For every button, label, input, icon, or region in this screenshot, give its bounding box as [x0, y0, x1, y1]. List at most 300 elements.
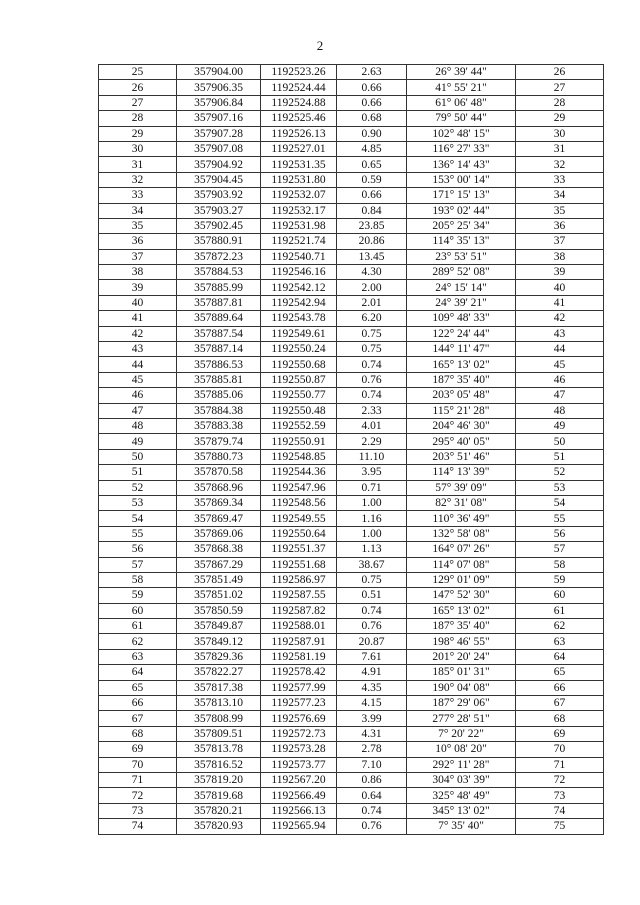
- table-row: [99, 480, 604, 495]
- distance-cell: 0.84: [337, 203, 407, 218]
- next-point-number-cell: 71: [516, 757, 604, 772]
- point-number-cell: 65: [99, 680, 177, 695]
- table-row: [99, 495, 604, 510]
- point-number-cell: 71: [99, 772, 177, 787]
- x-coordinate-cell: 357880.91: [177, 234, 261, 249]
- point-number-cell: 67: [99, 711, 177, 726]
- x-coordinate-cell: 357813.78: [177, 742, 261, 757]
- table-row: [99, 772, 604, 787]
- bearing-cell: 114° 35' 13": [407, 234, 516, 249]
- point-number-cell: 30: [99, 141, 177, 156]
- next-point-number-cell: 29: [516, 111, 604, 126]
- x-coordinate-cell: 357867.29: [177, 557, 261, 572]
- next-point-number-cell: 26: [516, 65, 604, 80]
- y-coordinate-cell: 1192550.91: [261, 434, 337, 449]
- bearing-cell: 147° 52' 30": [407, 588, 516, 603]
- distance-cell: 0.64: [337, 788, 407, 803]
- next-point-number-cell: 65: [516, 665, 604, 680]
- y-coordinate-cell: 1192586.97: [261, 572, 337, 587]
- table-row: [99, 280, 604, 295]
- distance-cell: 0.74: [337, 603, 407, 618]
- y-coordinate-cell: 1192566.49: [261, 788, 337, 803]
- y-coordinate-cell: 1192531.98: [261, 218, 337, 233]
- distance-cell: 1.13: [337, 542, 407, 557]
- y-coordinate-cell: 1192543.78: [261, 311, 337, 326]
- next-point-number-cell: 64: [516, 649, 604, 664]
- x-coordinate-cell: 357820.21: [177, 803, 261, 818]
- x-coordinate-cell: 357904.92: [177, 157, 261, 172]
- next-point-number-cell: 58: [516, 557, 604, 572]
- point-number-cell: 34: [99, 203, 177, 218]
- next-point-number-cell: 28: [516, 95, 604, 110]
- table-row: [99, 403, 604, 418]
- bearing-cell: 289° 52' 08": [407, 265, 516, 280]
- x-coordinate-cell: 357850.59: [177, 603, 261, 618]
- point-number-cell: 36: [99, 234, 177, 249]
- next-point-number-cell: 74: [516, 803, 604, 818]
- table-row: [99, 326, 604, 341]
- y-coordinate-cell: 1192550.48: [261, 403, 337, 418]
- point-number-cell: 68: [99, 726, 177, 741]
- y-coordinate-cell: 1192578.42: [261, 665, 337, 680]
- y-coordinate-cell: 1192587.91: [261, 634, 337, 649]
- y-coordinate-cell: 1192531.80: [261, 172, 337, 187]
- x-coordinate-cell: 357887.81: [177, 295, 261, 310]
- table-row: [99, 696, 604, 711]
- x-coordinate-cell: 357884.53: [177, 265, 261, 280]
- bearing-cell: 190° 04' 08": [407, 680, 516, 695]
- distance-cell: 0.59: [337, 172, 407, 187]
- table-row: [99, 295, 604, 310]
- distance-cell: 23.85: [337, 218, 407, 233]
- x-coordinate-cell: 357822.27: [177, 665, 261, 680]
- distance-cell: 0.74: [337, 388, 407, 403]
- x-coordinate-cell: 357869.47: [177, 511, 261, 526]
- point-number-cell: 25: [99, 65, 177, 80]
- table-row: [99, 65, 604, 80]
- point-number-cell: 33: [99, 188, 177, 203]
- table-row: [99, 111, 604, 126]
- x-coordinate-cell: 357904.00: [177, 65, 261, 80]
- y-coordinate-cell: 1192527.01: [261, 141, 337, 156]
- point-number-cell: 48: [99, 418, 177, 433]
- table-row: [99, 203, 604, 218]
- table-row: [99, 218, 604, 233]
- point-number-cell: 58: [99, 572, 177, 587]
- bearing-cell: 164° 07' 26": [407, 542, 516, 557]
- distance-cell: 20.87: [337, 634, 407, 649]
- y-coordinate-cell: 1192552.59: [261, 418, 337, 433]
- x-coordinate-cell: 357869.34: [177, 495, 261, 510]
- bearing-cell: 201° 20' 24": [407, 649, 516, 664]
- x-coordinate-cell: 357809.51: [177, 726, 261, 741]
- y-coordinate-cell: 1192531.35: [261, 157, 337, 172]
- next-point-number-cell: 62: [516, 619, 604, 634]
- bearing-cell: 79° 50' 44": [407, 111, 516, 126]
- point-number-cell: 66: [99, 696, 177, 711]
- y-coordinate-cell: 1192532.07: [261, 188, 337, 203]
- y-coordinate-cell: 1192551.37: [261, 542, 337, 557]
- point-number-cell: 50: [99, 449, 177, 464]
- next-point-number-cell: 41: [516, 295, 604, 310]
- next-point-number-cell: 53: [516, 480, 604, 495]
- next-point-number-cell: 73: [516, 788, 604, 803]
- y-coordinate-cell: 1192526.13: [261, 126, 337, 141]
- y-coordinate-cell: 1192524.88: [261, 95, 337, 110]
- next-point-number-cell: 42: [516, 311, 604, 326]
- bearing-cell: 24° 39' 21": [407, 295, 516, 310]
- bearing-cell: 115° 21' 28": [407, 403, 516, 418]
- x-coordinate-cell: 357808.99: [177, 711, 261, 726]
- x-coordinate-cell: 357883.38: [177, 418, 261, 433]
- bearing-cell: 109° 48' 33": [407, 311, 516, 326]
- bearing-cell: 345° 13' 02": [407, 803, 516, 818]
- point-number-cell: 28: [99, 111, 177, 126]
- y-coordinate-cell: 1192577.23: [261, 696, 337, 711]
- x-coordinate-cell: 357849.87: [177, 619, 261, 634]
- point-number-cell: 54: [99, 511, 177, 526]
- distance-cell: 0.75: [337, 342, 407, 357]
- point-number-cell: 61: [99, 619, 177, 634]
- table-row: [99, 711, 604, 726]
- bearing-cell: 7° 35' 40": [407, 819, 516, 834]
- distance-cell: 4.35: [337, 680, 407, 695]
- point-number-cell: 74: [99, 819, 177, 834]
- table-row: [99, 249, 604, 264]
- y-coordinate-cell: 1192573.77: [261, 757, 337, 772]
- bearing-cell: 82° 31' 08": [407, 495, 516, 510]
- y-coordinate-cell: 1192577.99: [261, 680, 337, 695]
- bearing-cell: 153° 00' 14": [407, 172, 516, 187]
- point-number-cell: 73: [99, 803, 177, 818]
- distance-cell: 0.66: [337, 95, 407, 110]
- next-point-number-cell: 75: [516, 819, 604, 834]
- distance-cell: 2.29: [337, 434, 407, 449]
- next-point-number-cell: 56: [516, 526, 604, 541]
- bearing-cell: 325° 48' 49": [407, 788, 516, 803]
- y-coordinate-cell: 1192550.64: [261, 526, 337, 541]
- distance-cell: 2.63: [337, 65, 407, 80]
- next-point-number-cell: 30: [516, 126, 604, 141]
- point-number-cell: 43: [99, 342, 177, 357]
- distance-cell: 0.74: [337, 357, 407, 372]
- distance-cell: 0.76: [337, 619, 407, 634]
- y-coordinate-cell: 1192550.87: [261, 372, 337, 387]
- point-number-cell: 59: [99, 588, 177, 603]
- next-point-number-cell: 40: [516, 280, 604, 295]
- table-row: [99, 418, 604, 433]
- x-coordinate-cell: 357887.54: [177, 326, 261, 341]
- x-coordinate-cell: 357851.49: [177, 572, 261, 587]
- bearing-cell: 304° 03' 39": [407, 772, 516, 787]
- bearing-cell: 57° 39' 09": [407, 480, 516, 495]
- next-point-number-cell: 70: [516, 742, 604, 757]
- table-row: [99, 726, 604, 741]
- table-row: [99, 372, 604, 387]
- bearing-cell: 110° 36' 49": [407, 511, 516, 526]
- next-point-number-cell: 59: [516, 572, 604, 587]
- next-point-number-cell: 44: [516, 342, 604, 357]
- x-coordinate-cell: 357868.96: [177, 480, 261, 495]
- next-point-number-cell: 66: [516, 680, 604, 695]
- y-coordinate-cell: 1192523.26: [261, 65, 337, 80]
- x-coordinate-cell: 357902.45: [177, 218, 261, 233]
- bearing-cell: 136° 14' 43": [407, 157, 516, 172]
- next-point-number-cell: 35: [516, 203, 604, 218]
- y-coordinate-cell: 1192588.01: [261, 619, 337, 634]
- y-coordinate-cell: 1192567.20: [261, 772, 337, 787]
- next-point-number-cell: 36: [516, 218, 604, 233]
- distance-cell: 0.76: [337, 372, 407, 387]
- y-coordinate-cell: 1192546.16: [261, 265, 337, 280]
- point-number-cell: 45: [99, 372, 177, 387]
- x-coordinate-cell: 357903.27: [177, 203, 261, 218]
- y-coordinate-cell: 1192521.74: [261, 234, 337, 249]
- next-point-number-cell: 54: [516, 495, 604, 510]
- distance-cell: 0.75: [337, 326, 407, 341]
- table-row: [99, 742, 604, 757]
- y-coordinate-cell: 1192587.55: [261, 588, 337, 603]
- y-coordinate-cell: 1192550.68: [261, 357, 337, 372]
- distance-cell: 3.99: [337, 711, 407, 726]
- distance-cell: 0.90: [337, 126, 407, 141]
- bearing-cell: 122° 24' 44": [407, 326, 516, 341]
- point-number-cell: 60: [99, 603, 177, 618]
- bearing-cell: 203° 51' 46": [407, 449, 516, 464]
- next-point-number-cell: 68: [516, 711, 604, 726]
- x-coordinate-cell: 357869.06: [177, 526, 261, 541]
- y-coordinate-cell: 1192551.68: [261, 557, 337, 572]
- bearing-cell: 26° 39' 44": [407, 65, 516, 80]
- y-coordinate-cell: 1192548.85: [261, 449, 337, 464]
- next-point-number-cell: 60: [516, 588, 604, 603]
- x-coordinate-cell: 357903.92: [177, 188, 261, 203]
- distance-cell: 4.91: [337, 665, 407, 680]
- point-number-cell: 32: [99, 172, 177, 187]
- next-point-number-cell: 67: [516, 696, 604, 711]
- table-row: [99, 803, 604, 818]
- x-coordinate-cell: 357907.28: [177, 126, 261, 141]
- x-coordinate-cell: 357906.35: [177, 80, 261, 95]
- distance-cell: 7.10: [337, 757, 407, 772]
- x-coordinate-cell: 357868.38: [177, 542, 261, 557]
- point-number-cell: 46: [99, 388, 177, 403]
- next-point-number-cell: 31: [516, 141, 604, 156]
- point-number-cell: 69: [99, 742, 177, 757]
- x-coordinate-cell: 357849.12: [177, 634, 261, 649]
- y-coordinate-cell: 1192587.82: [261, 603, 337, 618]
- distance-cell: 1.16: [337, 511, 407, 526]
- bearing-cell: 203° 05' 48": [407, 388, 516, 403]
- table-row: [99, 465, 604, 480]
- point-number-cell: 47: [99, 403, 177, 418]
- next-point-number-cell: 47: [516, 388, 604, 403]
- point-number-cell: 44: [99, 357, 177, 372]
- table-row: [99, 188, 604, 203]
- distance-cell: 2.33: [337, 403, 407, 418]
- bearing-cell: 114° 13' 39": [407, 465, 516, 480]
- next-point-number-cell: 46: [516, 372, 604, 387]
- x-coordinate-cell: 357820.93: [177, 819, 261, 834]
- distance-cell: 13.45: [337, 249, 407, 264]
- table-row: [99, 141, 604, 156]
- table-row: [99, 172, 604, 187]
- point-number-cell: 35: [99, 218, 177, 233]
- y-coordinate-cell: 1192532.17: [261, 203, 337, 218]
- bearing-cell: 165° 13' 02": [407, 603, 516, 618]
- table-row: [99, 95, 604, 110]
- next-point-number-cell: 33: [516, 172, 604, 187]
- page-number: 2: [316, 38, 324, 53]
- y-coordinate-cell: 1192566.13: [261, 803, 337, 818]
- point-number-cell: 49: [99, 434, 177, 449]
- bearing-cell: 23° 53' 51": [407, 249, 516, 264]
- y-coordinate-cell: 1192548.56: [261, 495, 337, 510]
- bearing-cell: 205° 25' 34": [407, 218, 516, 233]
- next-point-number-cell: 45: [516, 357, 604, 372]
- distance-cell: 11.10: [337, 449, 407, 464]
- table-row: [99, 665, 604, 680]
- distance-cell: 4.31: [337, 726, 407, 741]
- bearing-cell: 295° 40' 05": [407, 434, 516, 449]
- y-coordinate-cell: 1192542.12: [261, 280, 337, 295]
- bearing-cell: 187° 35' 40": [407, 372, 516, 387]
- x-coordinate-cell: 357907.16: [177, 111, 261, 126]
- next-point-number-cell: 51: [516, 449, 604, 464]
- next-point-number-cell: 69: [516, 726, 604, 741]
- x-coordinate-cell: 357885.06: [177, 388, 261, 403]
- y-coordinate-cell: 1192573.28: [261, 742, 337, 757]
- distance-cell: 0.68: [337, 111, 407, 126]
- point-number-cell: 40: [99, 295, 177, 310]
- bearing-cell: 187° 29' 06": [407, 696, 516, 711]
- table-row: [99, 757, 604, 772]
- distance-cell: 0.66: [337, 80, 407, 95]
- bearing-cell: 187° 35' 40": [407, 619, 516, 634]
- x-coordinate-cell: 357907.08: [177, 141, 261, 156]
- x-coordinate-cell: 357816.52: [177, 757, 261, 772]
- point-number-cell: 55: [99, 526, 177, 541]
- y-coordinate-cell: 1192550.77: [261, 388, 337, 403]
- next-point-number-cell: 38: [516, 249, 604, 264]
- distance-cell: 2.01: [337, 295, 407, 310]
- table-row: [99, 634, 604, 649]
- distance-cell: 7.61: [337, 649, 407, 664]
- table-row: [99, 557, 604, 572]
- table-row: [99, 265, 604, 280]
- distance-cell: 0.65: [337, 157, 407, 172]
- table-row: [99, 357, 604, 372]
- y-coordinate-cell: 1192547.96: [261, 480, 337, 495]
- distance-cell: 0.86: [337, 772, 407, 787]
- next-point-number-cell: 57: [516, 542, 604, 557]
- distance-cell: 0.71: [337, 480, 407, 495]
- distance-cell: 6.20: [337, 311, 407, 326]
- coordinates-table-body: [99, 65, 604, 835]
- next-point-number-cell: 43: [516, 326, 604, 341]
- table-row: [99, 788, 604, 803]
- table-row: [99, 311, 604, 326]
- distance-cell: 4.01: [337, 418, 407, 433]
- distance-cell: 2.00: [337, 280, 407, 295]
- point-number-cell: 51: [99, 465, 177, 480]
- table-row: [99, 649, 604, 664]
- point-number-cell: 29: [99, 126, 177, 141]
- distance-cell: 0.66: [337, 188, 407, 203]
- distance-cell: 0.76: [337, 819, 407, 834]
- next-point-number-cell: 72: [516, 772, 604, 787]
- next-point-number-cell: 52: [516, 465, 604, 480]
- table-row: [99, 588, 604, 603]
- bearing-cell: 198° 46' 55": [407, 634, 516, 649]
- bearing-cell: 144° 11' 47": [407, 342, 516, 357]
- table-row: [99, 511, 604, 526]
- table-row: [99, 126, 604, 141]
- point-number-cell: 57: [99, 557, 177, 572]
- table-row: [99, 819, 604, 834]
- table-row: [99, 542, 604, 557]
- point-number-cell: 56: [99, 542, 177, 557]
- point-number-cell: 72: [99, 788, 177, 803]
- distance-cell: 0.75: [337, 572, 407, 587]
- point-number-cell: 31: [99, 157, 177, 172]
- bearing-cell: 7° 20' 22": [407, 726, 516, 741]
- y-coordinate-cell: 1192540.71: [261, 249, 337, 264]
- distance-cell: 3.95: [337, 465, 407, 480]
- next-point-number-cell: 39: [516, 265, 604, 280]
- table-row: [99, 619, 604, 634]
- point-number-cell: 63: [99, 649, 177, 664]
- next-point-number-cell: 37: [516, 234, 604, 249]
- table-row: [99, 388, 604, 403]
- point-number-cell: 26: [99, 80, 177, 95]
- bearing-cell: 102° 48' 15": [407, 126, 516, 141]
- distance-cell: 4.85: [337, 141, 407, 156]
- bearing-cell: 116° 27' 33": [407, 141, 516, 156]
- distance-cell: 1.00: [337, 526, 407, 541]
- x-coordinate-cell: 357851.02: [177, 588, 261, 603]
- bearing-cell: 10° 08' 20": [407, 742, 516, 757]
- y-coordinate-cell: 1192549.55: [261, 511, 337, 526]
- x-coordinate-cell: 357889.64: [177, 311, 261, 326]
- bearing-cell: 129° 01' 09": [407, 572, 516, 587]
- table-row: [99, 526, 604, 541]
- next-point-number-cell: 55: [516, 511, 604, 526]
- distance-cell: 0.74: [337, 803, 407, 818]
- point-number-cell: 39: [99, 280, 177, 295]
- table-row: [99, 234, 604, 249]
- table-row: [99, 80, 604, 95]
- x-coordinate-cell: 357870.58: [177, 465, 261, 480]
- point-number-cell: 70: [99, 757, 177, 772]
- x-coordinate-cell: 357829.36: [177, 649, 261, 664]
- table-row: [99, 157, 604, 172]
- next-point-number-cell: 50: [516, 434, 604, 449]
- next-point-number-cell: 32: [516, 157, 604, 172]
- table-row: [99, 449, 604, 464]
- bearing-cell: 277° 28' 51": [407, 711, 516, 726]
- point-number-cell: 38: [99, 265, 177, 280]
- point-number-cell: 27: [99, 95, 177, 110]
- next-point-number-cell: 63: [516, 634, 604, 649]
- y-coordinate-cell: 1192576.69: [261, 711, 337, 726]
- next-point-number-cell: 49: [516, 418, 604, 433]
- x-coordinate-cell: 357879.74: [177, 434, 261, 449]
- x-coordinate-cell: 357885.99: [177, 280, 261, 295]
- x-coordinate-cell: 357817.38: [177, 680, 261, 695]
- x-coordinate-cell: 357885.81: [177, 372, 261, 387]
- y-coordinate-cell: 1192581.19: [261, 649, 337, 664]
